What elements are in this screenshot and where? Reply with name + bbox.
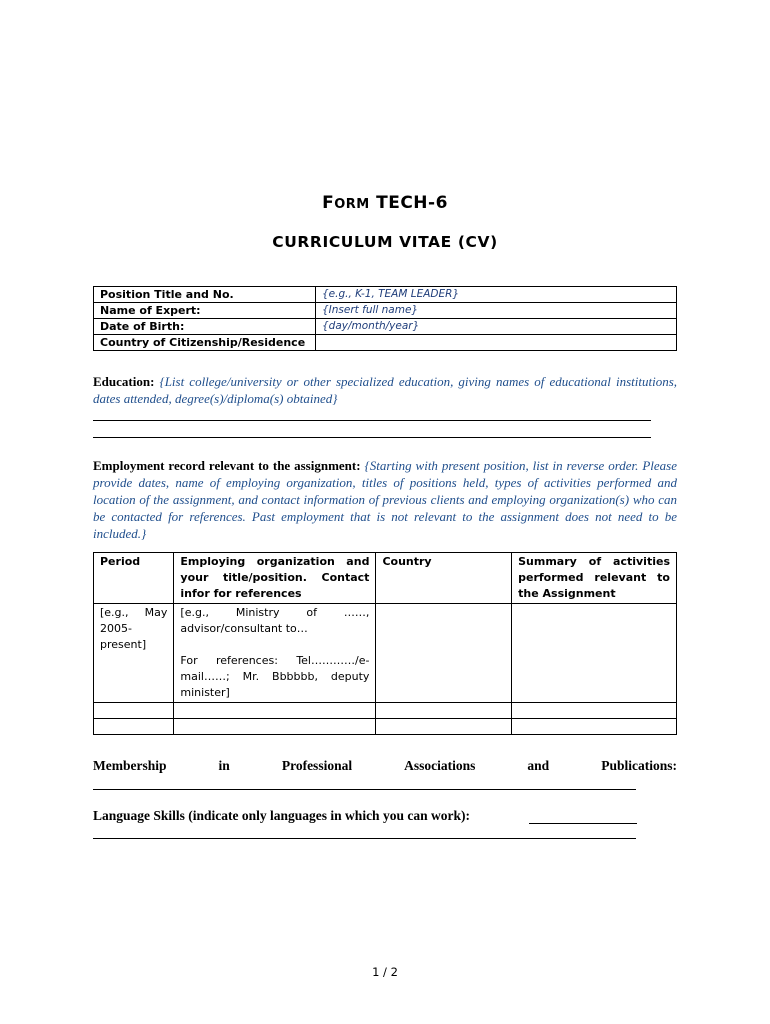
- example-org-line1: [e.g., Ministry of ……, advisor/consultant to…: [180, 606, 370, 635]
- info-value[interactable]: {day/month/year}: [316, 319, 677, 335]
- education-blank-line[interactable]: [93, 420, 651, 421]
- example-organization[interactable]: [174, 604, 376, 703]
- example-org-line2: For references: Tel…………/e-mail……; Mr. Bbbbbb, deputy minister]: [180, 654, 370, 699]
- language-inline-blank[interactable]: [529, 823, 637, 824]
- empty-cell[interactable]: [174, 703, 376, 719]
- info-label: Date of Birth:: [94, 319, 316, 335]
- empty-cell[interactable]: [174, 719, 376, 735]
- info-row: [94, 319, 677, 335]
- info-label: Name of Expert:: [94, 303, 316, 319]
- form-title-code: TECH-6: [376, 193, 448, 213]
- employment-label: Employment record relevant to the assignment:: [93, 458, 361, 473]
- cv-title: CURRICULUM VITAE (CV): [272, 233, 498, 251]
- empty-cell[interactable]: [512, 719, 677, 735]
- form-title: [0, 193, 770, 213]
- info-row: [94, 287, 677, 303]
- membership-word: Publications:: [601, 758, 677, 773]
- info-label: Position Title and No.: [94, 287, 316, 303]
- language-skills-label: Language Skills (indicate only languages in which you can work):: [93, 808, 470, 823]
- empty-cell[interactable]: [376, 719, 512, 735]
- info-value[interactable]: {Insert full name}: [316, 303, 677, 319]
- employment-section: [93, 457, 677, 542]
- employment-instruction: {Starting with present position, list in reverse order. Please provide dates, name of employing organization, titles of positions held, types of activities performed and location of the assignment, and contact information of previous clients and employing organization(s) who can be contacted for references. Past employment that is not relevant to the assignment does not need to be included.}: [93, 458, 678, 541]
- membership-blank-line[interactable]: [93, 789, 636, 790]
- membership-word: in: [218, 758, 230, 773]
- example-country[interactable]: [376, 604, 512, 703]
- employment-table: [93, 552, 677, 735]
- example-period[interactable]: [e.g., May 2005-present]: [94, 604, 174, 703]
- table-row: [94, 703, 677, 719]
- column-header-country: Country: [376, 553, 512, 604]
- form-title-initial: F: [322, 193, 335, 213]
- membership-word: Professional: [281, 758, 353, 773]
- page-number: 1 / 2: [372, 965, 398, 979]
- info-value[interactable]: [316, 335, 677, 351]
- table-row: [94, 719, 677, 735]
- example-summary[interactable]: [512, 604, 677, 703]
- education-section: [93, 373, 677, 407]
- membership-word: Associations: [404, 758, 476, 773]
- table-row: [94, 604, 677, 703]
- info-label: Country of Citizenship/Residence: [94, 335, 316, 351]
- form-title-rest: ORM: [334, 197, 370, 212]
- empty-cell[interactable]: [512, 703, 677, 719]
- employment-header-row: [94, 553, 677, 604]
- empty-cell[interactable]: [376, 703, 512, 719]
- personal-info-table: [93, 286, 677, 351]
- language-blank-line[interactable]: [93, 838, 636, 839]
- column-header-period: Period: [94, 553, 174, 604]
- column-header-summary: Summary of activities performed relevant to the Assignment: [512, 553, 677, 604]
- membership-word: and: [527, 758, 550, 773]
- info-row: [94, 335, 677, 351]
- education-blank-line[interactable]: [93, 437, 651, 438]
- membership-heading: [93, 758, 677, 774]
- info-row: [94, 303, 677, 319]
- empty-cell[interactable]: [94, 703, 174, 719]
- empty-cell[interactable]: [94, 719, 174, 735]
- column-header-organization: Employing organization and your title/position. Contact infor for references: [174, 553, 376, 604]
- education-instruction: {List college/university or other specialized education, giving names of educational institutions, dates attended, degree(s)/diploma(s) obtained}: [93, 374, 678, 406]
- membership-word: Membership: [93, 758, 167, 773]
- info-value[interactable]: {e.g., K-1, TEAM LEADER}: [316, 287, 677, 303]
- education-label: Education:: [93, 374, 155, 389]
